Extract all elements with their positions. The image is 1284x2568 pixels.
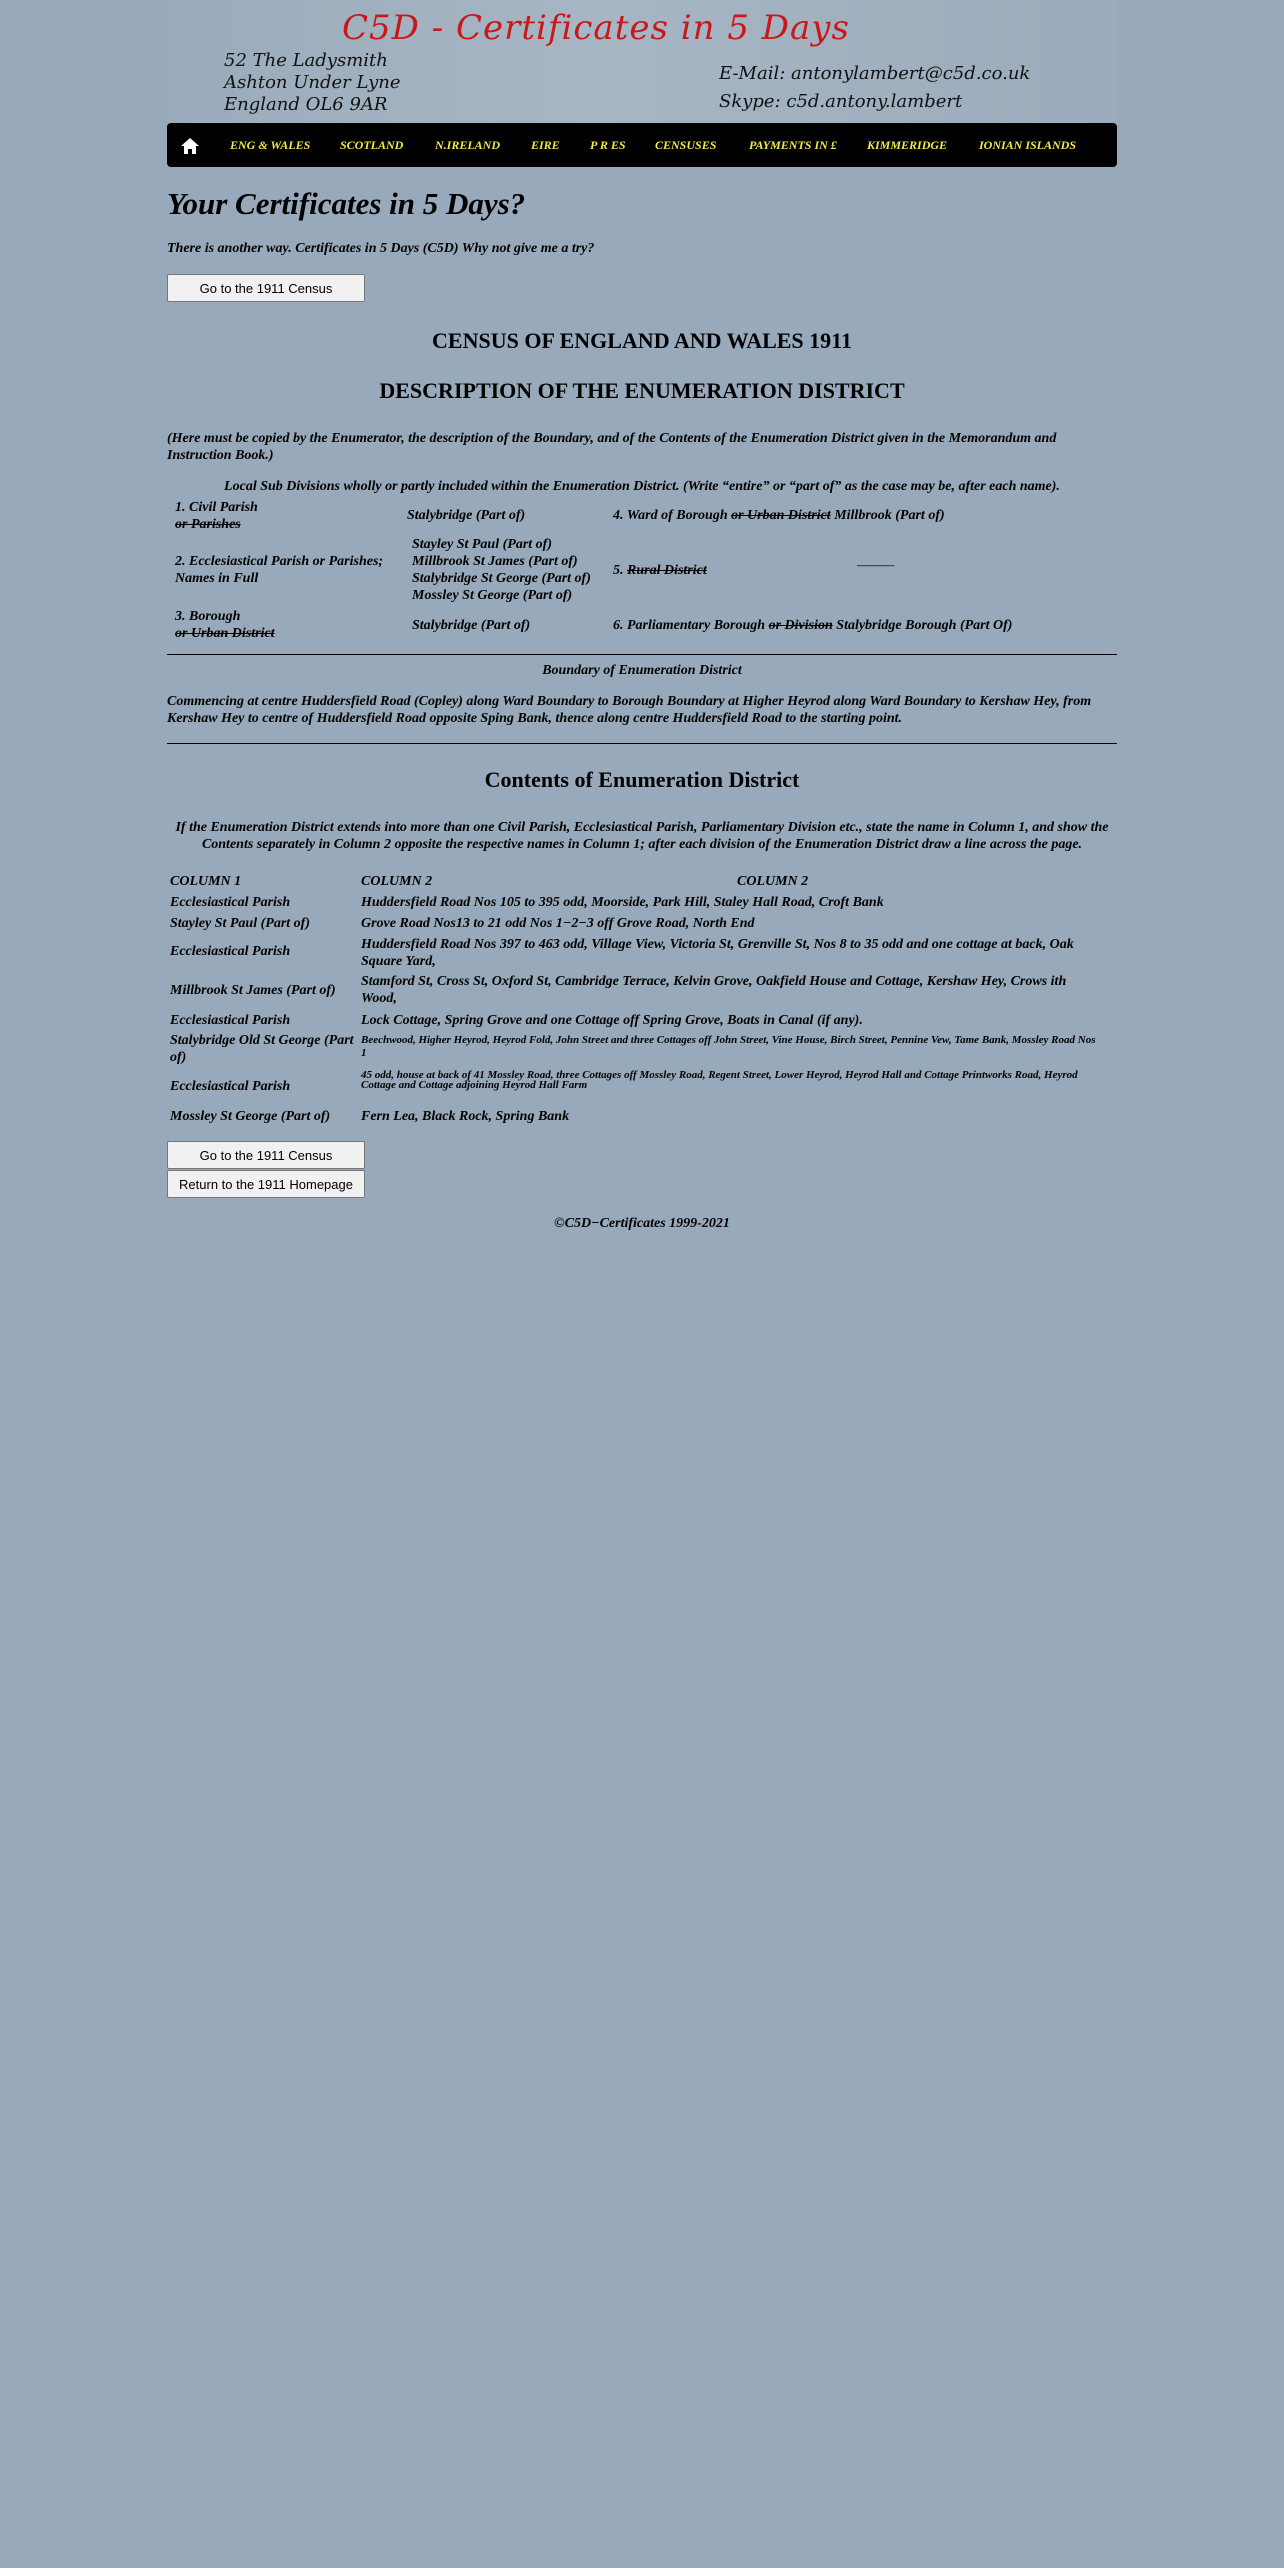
ward-label: 4. Ward of Borough xyxy=(613,508,728,523)
divider xyxy=(167,654,1117,655)
boundary-title: Boundary of Enumeration District xyxy=(542,663,742,678)
parliamentary-label: 6. Parliamentary Borough xyxy=(613,618,766,633)
contents-note: If the Enumeration District extends into more than one Civil Parish, Ecclesiastical Parish, Parliamentary Division etc., state the name in Column 1, and show the Contents separately in Column 2 opposite the respective names in Column 1; after each division of the Enumeration District draw a line across the page. xyxy=(175,820,1109,852)
table-cell-col2: Fern Lea, Black Rock, Spring Bank xyxy=(361,1109,570,1124)
page-title: Your Certificates in 5 Days? xyxy=(167,186,526,221)
table-cell-col1: Ecclesiastical Parish xyxy=(170,1013,291,1028)
address-line: 52 The Ladysmith xyxy=(224,50,388,71)
go-to-census-button[interactable]: Go to the 1911 Census xyxy=(167,274,365,302)
column-header: COLUMN 2 xyxy=(361,874,433,889)
parliamentary-value: Stalybridge Borough (Part Of) xyxy=(836,618,1013,633)
skype-text: Skype: c5d.antony.lambert xyxy=(719,91,963,112)
parliamentary-row xyxy=(613,617,1012,634)
enumeration-heading: DESCRIPTION OF THE ENUMERATION DISTRICT xyxy=(379,378,905,403)
eccl-parish-label xyxy=(175,553,383,587)
eccl-parish-value: Stayley St Paul (Part of) xyxy=(412,537,552,552)
borough-label xyxy=(175,608,275,642)
borough-struck: or Urban District xyxy=(175,626,275,641)
table-cell-col2: Lock Cottage, Spring Grove and one Cottage off Spring Grove, Boats in Canal (if any). xyxy=(361,1013,863,1028)
table-cell-col2: Huddersfield Road Nos 105 to 395 odd, Moorside, Park Hill, Staley Hall Road, Croft Bank xyxy=(361,895,884,910)
nav-item-payments[interactable]: PAYMENTS IN £ xyxy=(749,138,837,152)
email-text[interactable]: E-Mail: antonylambert@c5d.co.uk xyxy=(719,63,1031,84)
eccl-parish-value: Millbrook St James (Part of) xyxy=(412,554,578,569)
ward-struck: or Urban District xyxy=(731,508,831,523)
table-cell-col1: Millbrook St James (Part of) xyxy=(170,983,336,998)
borough-label-text: 3. Borough xyxy=(175,609,241,624)
civil-parish-label xyxy=(175,499,258,533)
ward-value: Millbrook (Part of) xyxy=(834,508,945,523)
table-cell-col1: Ecclesiastical Parish xyxy=(170,944,291,959)
table-cell-col2: Grove Road Nos13 to 21 odd Nos 1−2−3 off Grove Road, North End xyxy=(361,916,755,931)
address-line: Ashton Under Lyne xyxy=(224,72,401,93)
local-divisions-note: Local Sub Divisions wholly or partly included within the Enumeration District. (Write “entire” or “part of” as the case may be, after each name). xyxy=(224,479,1060,494)
eccl-parish-label-line: 2. Ecclesiastical Parish or Parishes; xyxy=(175,554,384,569)
rural-struck: Rural District xyxy=(627,563,707,578)
civil-parish-label-text: 1. Civil Parish xyxy=(175,500,258,515)
nav-item-pres[interactable]: P R ES xyxy=(590,138,626,152)
go-to-census-button-bottom[interactable]: Go to the 1911 Census xyxy=(167,1141,365,1169)
eccl-parish-value: Mossley St George (Part of) xyxy=(412,588,573,603)
table-cell-col1: Ecclesiastical Parish xyxy=(170,895,291,910)
table-cell-col1: Stalybridge Old St George (Part of) xyxy=(170,1033,354,1065)
table-cell-col2: 45 odd, house at back of 41 Mossley Road, three Cottages off Mossley Road, Regent Street, Lower Heyrod, Heyrod Hall and Cottage Printworks Road, Heyrod Cottage and Cottage adjoining Heyrod Hall Farm xyxy=(361,1069,1078,1091)
table-cell-col2: Beechwood, Higher Heyrod, Heyrod Fold, John Street and three Cottages off John Street, Vine House, Birch Street, Pennine Vew, Tame Bank, Mossley Road Nos 1 xyxy=(361,1034,1096,1059)
table-cell-col2: Stamford St, Cross St, Oxford St, Cambridge Terrace, Kelvin Grove, Oakfield House and Cottage, Kershaw Hey, Crows ith Wood, xyxy=(361,974,1067,1006)
nav-item-eng-wales[interactable]: ENG & WALES xyxy=(230,138,311,152)
page-container xyxy=(167,0,1117,1231)
borough-value: Stalybridge (Part of) xyxy=(412,618,531,633)
boundary-text: Commencing at centre Huddersfield Road (Copley) along Ward Boundary to Borough Boundary at Higher Heyrod along Ward Boundary to Kershaw Hey, from Kershaw Hey to centre of Huddersfield Road opposite Sping Bank, thence along centre Huddersfield Road to the starting point. xyxy=(167,694,1092,726)
home-icon[interactable] xyxy=(179,135,201,157)
site-header xyxy=(167,0,1117,123)
return-homepage-button[interactable]: Return to the 1911 Homepage xyxy=(167,1170,365,1198)
copy-note: (Here must be copied by the Enumerator, the description of the Boundary, and of the Contents of the Enumeration District given in the Memorandum and Instruction Book.) xyxy=(167,431,1057,463)
main-nav xyxy=(167,123,1117,167)
rural-label: 5. xyxy=(613,563,624,578)
nav-item-censuses[interactable]: CENSUSES xyxy=(655,138,717,152)
nav-item-kimmeridge[interactable]: KIMMERIDGE xyxy=(867,138,948,152)
rural-row xyxy=(613,562,707,579)
address-line: England OL6 9AR xyxy=(224,94,388,115)
table-cell-col2: Huddersfield Road Nos 397 to 463 odd, Village View, Victoria St, Grenville St, Nos 8 to 35 odd and one cottage at back, Oak Square Yard, xyxy=(361,937,1074,969)
divider xyxy=(167,743,1117,744)
nav-item-eire[interactable]: EIRE xyxy=(531,138,560,152)
column-header: COLUMN 1 xyxy=(170,874,242,889)
table-cell-col1: Ecclesiastical Parish xyxy=(170,1079,291,1094)
column-header: COLUMN 2 xyxy=(737,874,809,889)
nav-item-n-ireland[interactable]: N.IRELAND xyxy=(435,138,501,152)
contents-title: Contents of Enumeration District xyxy=(484,767,800,792)
intro-text: There is another way. Certificates in 5 Days (C5D) Why not give me a try? xyxy=(167,241,595,256)
nav-item-scotland[interactable]: SCOTLAND xyxy=(340,138,404,152)
table-cell-col1: Mossley St George (Part of) xyxy=(170,1109,331,1124)
site-title[interactable]: C5D - Certificates in 5 Days xyxy=(342,8,850,48)
ward-row xyxy=(613,507,945,524)
address-block xyxy=(224,50,401,116)
eccl-parish-value: Stalybridge St George (Part of) xyxy=(412,571,591,586)
civil-parish-value: Stalybridge (Part of) xyxy=(407,508,526,523)
eccl-parish-values xyxy=(412,536,591,604)
civil-parish-struck: or Parishes xyxy=(175,517,241,532)
census-heading: CENSUS OF ENGLAND AND WALES 1911 xyxy=(432,328,852,353)
nav-item-ionian-islands[interactable]: IONIAN ISLANDS xyxy=(979,138,1077,152)
contact-block xyxy=(719,60,1030,116)
copyright-text: ©C5D−Certificates 1999-2021 xyxy=(554,1216,730,1231)
rural-value: ——— xyxy=(857,558,895,573)
parliamentary-struck: or Division xyxy=(768,618,833,633)
table-cell-col1: Stayley St Paul (Part of) xyxy=(170,916,310,931)
eccl-parish-label-line: Names in Full xyxy=(175,571,259,586)
